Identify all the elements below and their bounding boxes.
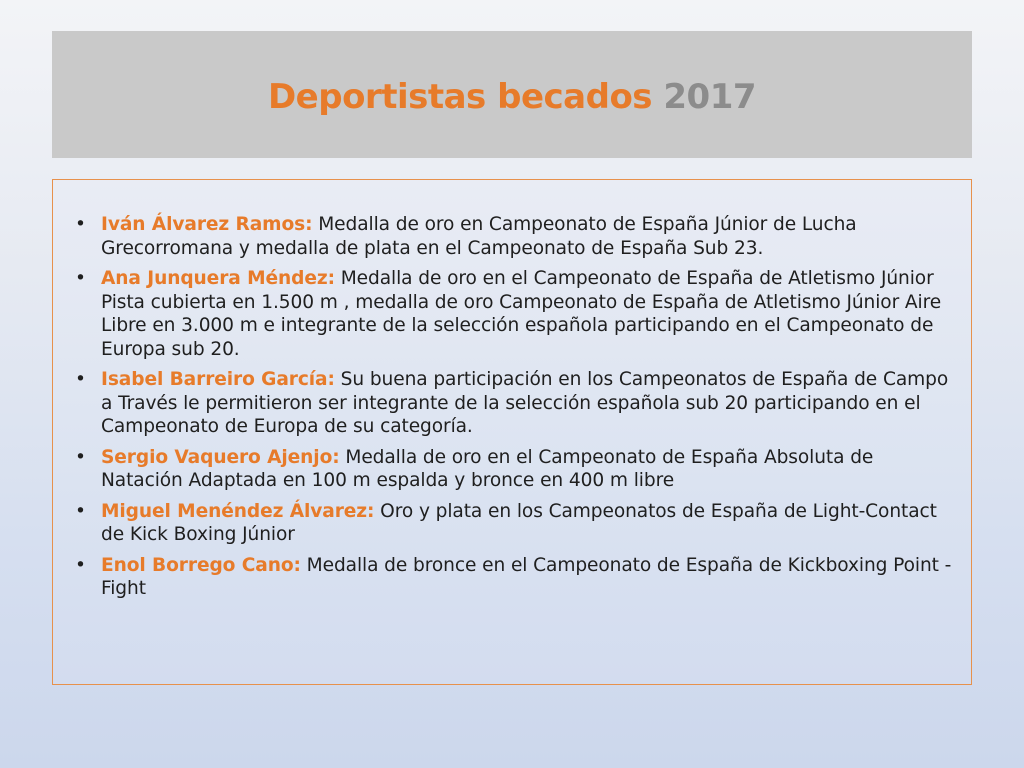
athlete-list: [53, 180, 971, 601]
list-item: [75, 500, 957, 547]
list-item: [75, 446, 957, 493]
athlete-achievement: Su buena participación en los Campeonatos de España de Campo a Través le permitieron ser integrante de la selección española sub 20 participando en el Campeonato de Europa de su categoría.: [101, 369, 949, 437]
list-item: [75, 368, 957, 439]
title-year-text: 2017: [663, 76, 757, 117]
list-item: [75, 213, 957, 260]
bullet-icon: •: [75, 268, 86, 289]
title-main-text: Deportistas becados: [267, 76, 653, 117]
athlete-name: Sergio Vaquero Ajenjo:: [101, 446, 340, 468]
athlete-achievement: Medalla de oro en Campeonato de España Júnior de Lucha Grecorromana y medalla de plata en el Campeonato de España Sub 23.: [101, 214, 857, 259]
bullet-icon: •: [75, 214, 86, 235]
bullet-icon: •: [75, 369, 86, 390]
slide-title: [268, 77, 756, 117]
bullet-icon: •: [75, 446, 86, 468]
athlete-achievement: Oro y plata en los Campeonatos de España de Light-Contact de Kick Boxing Júnior: [101, 500, 937, 545]
athlete-achievement: Medalla de oro en el Campeonato de España Absoluta de Natación Adaptada en 100 m espalda y bronce en 400 m libre: [101, 446, 874, 491]
athlete-name: Enol Borrego Cano:: [101, 554, 301, 576]
bullet-icon: •: [75, 554, 86, 576]
athlete-achievement: Medalla de oro en el Campeonato de España de Atletismo Júnior Pista cubierta en 1.500 m , medalla de oro Campeonato de España de Atletismo Júnior Aire Libre en 3.000 m e integrante de la selección española participando en el Campeonato de Europa sub 20.: [101, 268, 942, 360]
content-box: [52, 179, 972, 685]
athlete-name: Iván Álvarez Ramos:: [101, 214, 313, 235]
athlete-achievement: Medalla de bronce en el Campeonato de España de Kickboxing Point -Fight: [101, 554, 952, 599]
bullet-icon: •: [75, 500, 86, 522]
list-item: [75, 554, 957, 601]
title-bar: [52, 31, 972, 158]
athlete-name: Miguel Menéndez Álvarez:: [101, 500, 375, 522]
list-item: [75, 267, 957, 361]
athlete-name: Isabel Barreiro García:: [101, 369, 335, 390]
athlete-name: Ana Junquera Méndez:: [101, 268, 335, 289]
